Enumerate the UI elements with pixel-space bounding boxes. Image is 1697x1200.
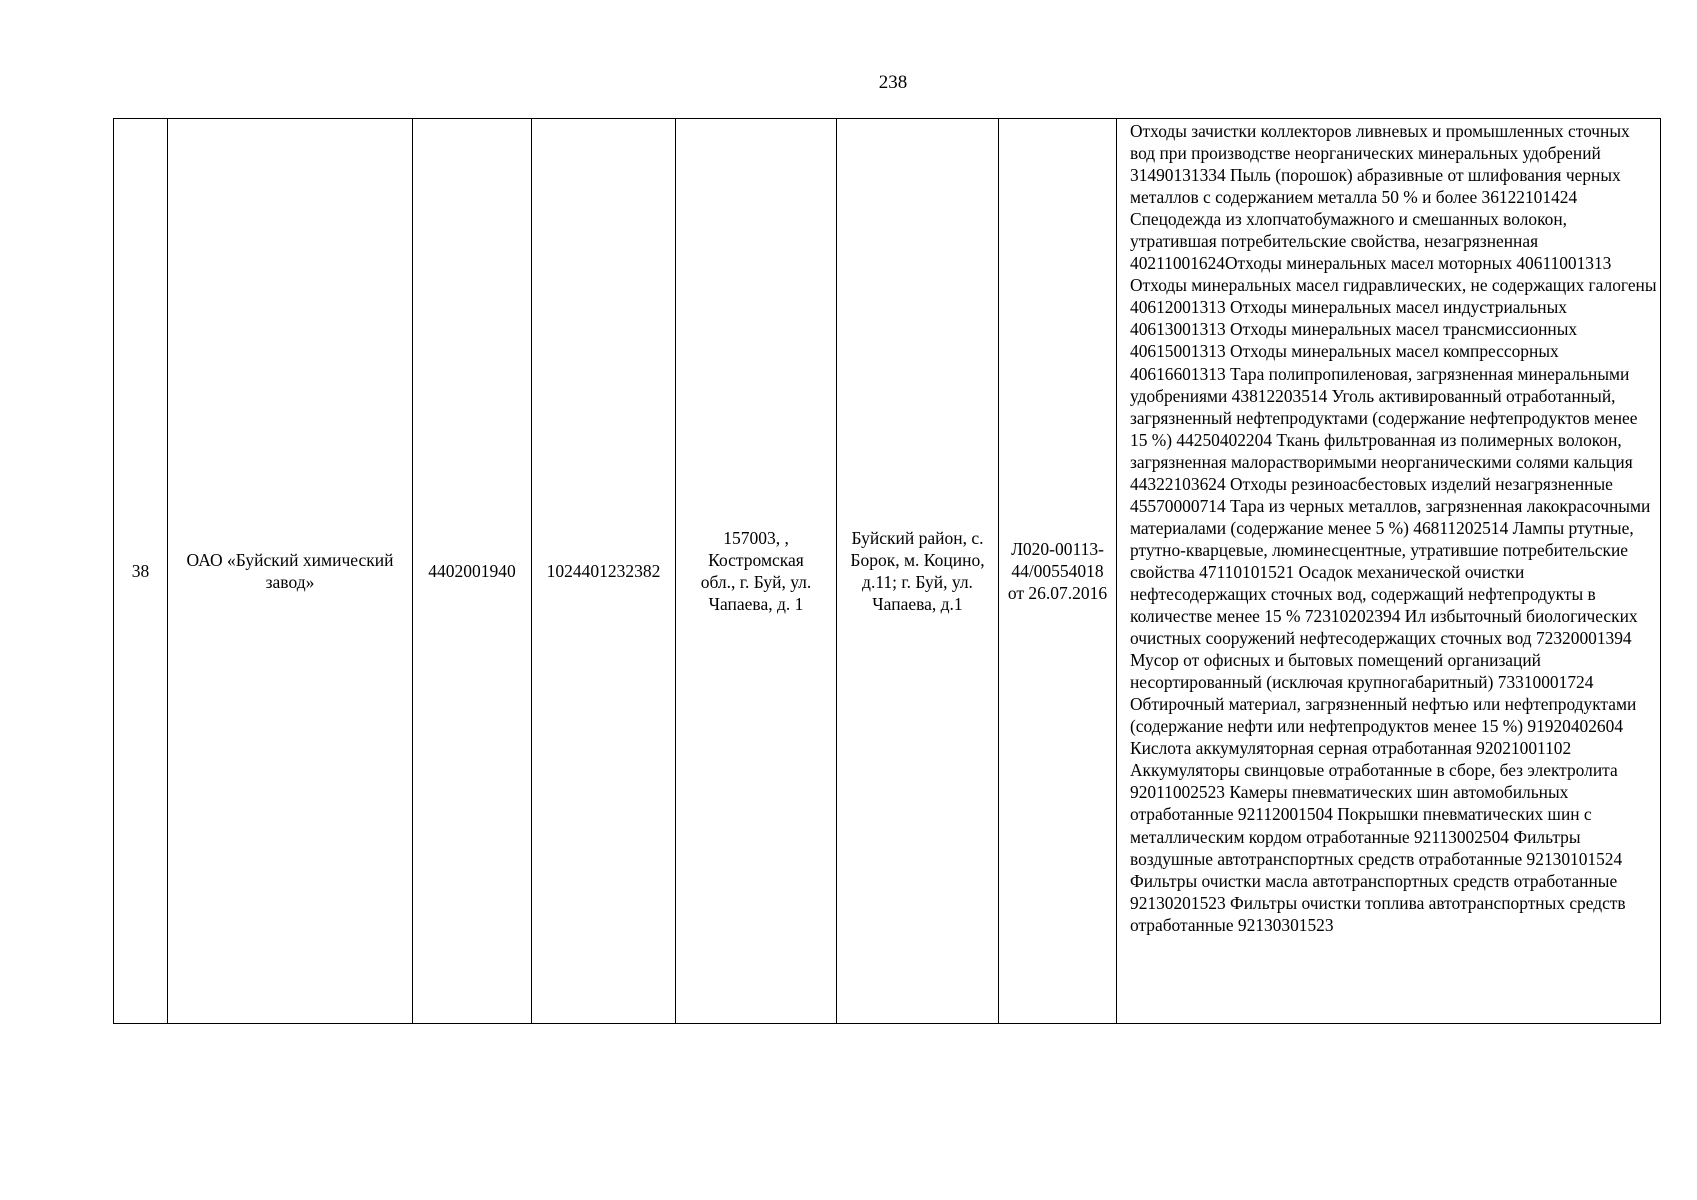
license-cell bbox=[999, 119, 1117, 1024]
activity-address-cell bbox=[837, 119, 999, 1024]
waste-types-cell bbox=[1117, 119, 1661, 1024]
page-number: 238 bbox=[878, 72, 908, 93]
organization-name: ОАО «Буйский химический завод» bbox=[186, 550, 394, 592]
inn: 4402001940 bbox=[428, 561, 516, 581]
legal-address-cell bbox=[676, 119, 837, 1024]
ogrn: 1024401232382 bbox=[546, 561, 661, 581]
row-number: 38 bbox=[131, 561, 150, 581]
table-row bbox=[114, 119, 1661, 1024]
legal-address: 157003, , Костромская обл., г. Буй, ул. Чапаева, д. 1 bbox=[700, 528, 812, 614]
inn-cell bbox=[413, 119, 532, 1024]
organization-cell bbox=[168, 119, 413, 1024]
license-number: Л020-00113-44/00554018 от 26.07.2016 bbox=[1007, 539, 1108, 603]
ogrn-cell bbox=[532, 119, 676, 1024]
activity-address: Буйский район, с. Борок, м. Коцино, д.11; г. Буй, ул. Чапаева, д.1 bbox=[850, 528, 985, 614]
license-registry-table bbox=[113, 118, 1661, 1024]
waste-types-list: Отходы зачистки коллекторов ливневых и промышленных сточных вод при производстве неорганических минеральных удобрений 31490131334 Пыль (порошок) абразивные от шлифования черных металлов с содержанием металла 50 % и более 36122101424 Спецодежда из хлопчатобумажного и смешанных волокон, утратившая потребительские свойства, незагрязненная 40211001624Отходы минеральных масел моторных 40611001313 Отходы минеральных масел гидравлических, не содержащих галогены 40612001313 Отходы минеральных масел индустриальных 40613001313 Отходы минеральных масел трансмиссионных 40615001313 Отходы минеральных масел компрессорных 40616601313 Тара полипропиленовая, загрязненная минеральными удобрениями 43812203514 Уголь активированный отработанный, загрязненный нефтепродуктами (содержание нефтепродуктов менее 15 %) 44250402204 Ткань фильтрованная из полимерных волокон, загрязненная малорастворимыми неорганическими солями кальция 44322103624 Отходы резиноасбестовых изделий незагрязненные 45570000714 Тара из черных металлов, загрязненная лакокрасочными материалами (содержание менее 5 %) 46811202514 Лампы ртутные, ртутно-кварцевые, люминесцентные, утратившие потребительские свойства 47110101521 Осадок механической очистки нефтесодержащих сточных вод, содержащий нефтепродукты в количестве менее 15 % 72310202394 Ил избыточный биологических очистных сооружений нефтесодержащих сточных вод 72320001394 Мусор от офисных и бытовых помещений организаций несортированный (исключая крупногабаритный) 73310001724 Обтирочный материал, загрязненный нефтью или нефтепродуктами (содержание нефти или нефтепродуктов менее 15 %) 91920402604 Кислота аккумуляторная серная отработанная 92021001102 Аккумуляторы свинцовые отработанные в сборе, без электролита 92011002523 Камеры пневматических шин автомобильных отработанные 92112001504 Покрышки пневматических шин с металлическим кордом отработанные 92113002504 Фильтры воздушные автотранспортных средств отработанные 92130101524 Фильтры очистки масла автотранспортных средств отработанные 92130201523 Фильтры очистки топлива автотранспортных средств отработанные 92130301523 bbox=[1130, 121, 1657, 935]
row-number-cell bbox=[114, 119, 168, 1024]
